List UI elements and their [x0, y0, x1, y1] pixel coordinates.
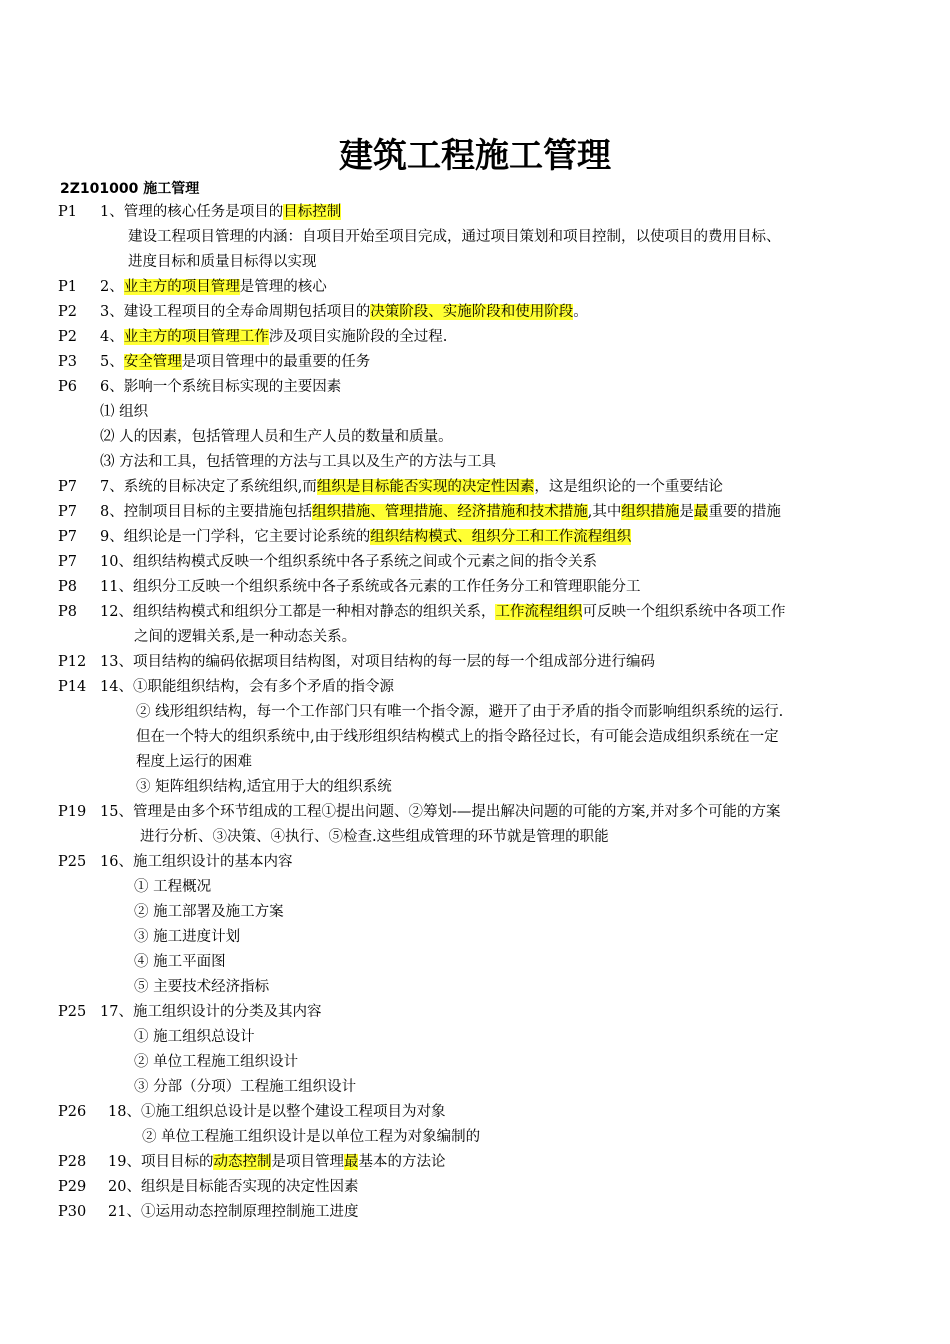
text-line	[134, 877, 211, 897]
text-segment: ③ 矩阵组织结构,适宜用于大的组织系统	[136, 779, 392, 795]
text-line	[100, 477, 723, 497]
text-segment: ③ 施工进度计划	[134, 929, 241, 945]
text-segment: 是管理的核心	[239, 279, 327, 295]
text-segment: 可反映一个组织系统中各项工作	[582, 604, 786, 620]
text-segment: ① 施工组织总设计	[134, 1029, 255, 1045]
page-reference: P8	[58, 604, 77, 620]
highlighted-text: 动态控制	[213, 1154, 272, 1170]
text-line	[108, 1152, 445, 1172]
page-reference: P7	[58, 504, 77, 520]
highlighted-text: 安全管理	[123, 354, 182, 370]
text-segment: ，这是组织论的一个重要结论	[534, 479, 723, 495]
text-line	[100, 402, 148, 422]
text-line	[134, 1027, 255, 1047]
text-segment: 进度目标和质量目标得以实现	[128, 254, 317, 270]
text-line	[100, 452, 496, 472]
text-line	[136, 777, 392, 797]
text-line	[136, 727, 779, 747]
text-line	[128, 227, 781, 247]
highlighted-text: 最	[693, 504, 709, 520]
text-segment: ② 单位工程施工组织设计	[134, 1054, 299, 1070]
highlighted-text: 业主方的项目管理	[123, 279, 240, 295]
text-segment: 13、项目结构的编码依据项目结构图，对项目结构的每一层的每一个组成部分进行编码	[100, 654, 655, 670]
highlighted-text: 组织结构模式、组织分工和工作流程组织	[370, 529, 632, 545]
highlighted-text: 组织是目标能否实现的决定性因素	[316, 479, 535, 495]
text-line	[100, 352, 370, 372]
text-segment: 11、组织分工反映一个组织系统中各子系统或各元素的工作任务分工和管理职能分工	[100, 579, 641, 595]
text-segment: 14、①职能组织结构，会有多个矛盾的指令源	[100, 679, 394, 695]
text-segment: 是项目管理中的最重要的任务	[181, 354, 371, 370]
text-segment: ③ 分部（分项）工程施工组织设计	[134, 1079, 357, 1095]
page-reference: P8	[58, 579, 77, 595]
text-segment: 9、组织论是一门学科，它主要讨论系统的	[100, 529, 371, 545]
highlighted-text: 组织措施	[621, 504, 680, 520]
page-reference: P30	[58, 1204, 87, 1220]
highlighted-text: 目标控制	[283, 204, 342, 220]
page-reference: P3	[58, 354, 77, 370]
page-reference: P28	[58, 1154, 87, 1170]
page-reference: P1	[58, 279, 77, 295]
text-segment: 5、	[100, 354, 124, 370]
text-segment: 程度上运行的困难	[136, 754, 252, 770]
text-segment: 18、①施工组织总设计是以整个建设工程项目为对象	[108, 1104, 446, 1120]
text-segment: 1、管理的核心任务是项目的	[100, 204, 284, 220]
text-line	[100, 677, 394, 697]
document-title: 建筑工程施工管理	[339, 136, 611, 176]
text-segment: ④ 施工平面图	[134, 954, 226, 970]
text-segment: 进行分析、③决策、④执行、⑤检查.这些组成管理的环节就是管理的职能	[140, 829, 609, 845]
text-segment: 10、组织结构模式反映一个组织系统中各子系统之间或个元素之间的指令关系	[100, 554, 597, 570]
text-segment: 是项目管理	[271, 1154, 344, 1170]
text-line	[100, 202, 341, 222]
text-line	[136, 702, 783, 722]
text-line	[100, 527, 631, 547]
text-line	[136, 752, 252, 772]
text-segment: 建设工程项目管理的内涵：自项目开始至项目完成，通过项目策划和项目控制，以使项目的费用目标、	[128, 229, 781, 245]
text-segment: ② 单位工程施工组织设计是以单位工程为对象编制的	[142, 1129, 481, 1145]
text-line	[100, 427, 453, 447]
text-line	[100, 1002, 321, 1022]
text-segment: 20、组织是目标能否实现的决定性因素	[108, 1179, 359, 1195]
text-segment: ⑶ 方法和工具，包括管理的方法与工具以及生产的方法与工具	[100, 454, 497, 470]
text-line	[128, 252, 317, 272]
text-segment: 21、①运用动态控制原理控制施工进度	[108, 1204, 359, 1220]
text-segment: 17、施工组织设计的分类及其内容	[100, 1004, 322, 1020]
highlighted-text: 决策阶段、实施阶段和使用阶段	[370, 304, 574, 320]
page-reference: P7	[58, 554, 77, 570]
text-line	[100, 302, 588, 322]
text-segment: 4、	[100, 329, 124, 345]
text-line	[100, 377, 341, 397]
text-line	[142, 1127, 480, 1147]
page-reference: P7	[58, 529, 77, 545]
text-line	[108, 1177, 358, 1197]
text-segment: 是	[679, 504, 694, 520]
text-line	[100, 602, 785, 622]
page-reference: P1	[58, 204, 77, 220]
page-reference: P25	[58, 1004, 87, 1020]
page-reference: P2	[58, 304, 77, 320]
text-segment: 15、管理是由多个环节组成的工程①提出问题、②筹划-—提出解决问题的可能的方案,并对多个可能的方案	[100, 804, 781, 820]
text-segment: ,其中	[587, 504, 622, 520]
page-reference: P29	[58, 1179, 87, 1195]
text-line	[134, 952, 226, 972]
text-line	[100, 552, 597, 572]
highlighted-text: 最	[343, 1154, 359, 1170]
text-line	[100, 577, 640, 597]
section-heading: 2Z101000 施工管理	[60, 181, 200, 197]
text-line	[140, 827, 609, 847]
text-segment: ① 工程概况	[134, 879, 212, 895]
text-line	[134, 1077, 356, 1097]
text-segment: 6、影响一个系统目标实现的主要因素	[100, 379, 342, 395]
text-segment: 涉及项目实施阶段的全过程.	[268, 329, 448, 345]
page-reference: P19	[58, 804, 87, 820]
text-segment: ② 线形组织结构，每一个工作部门只有唯一个指令源，避开了由于矛盾的指令而影响组织系统的运行.	[136, 704, 784, 720]
text-segment: ⑤ 主要技术经济指标	[134, 979, 270, 995]
text-segment: 之间的逻辑关系,是一种动态关系。	[134, 629, 357, 645]
page-reference: P25	[58, 854, 87, 870]
text-line	[100, 277, 327, 297]
page-reference: P2	[58, 329, 77, 345]
text-line	[134, 927, 240, 947]
text-line	[134, 627, 356, 647]
text-segment: 但在一个特大的组织系统中,由于线形组织结构模式上的指令路径过长，有可能会造成组织系统在一定	[136, 729, 779, 745]
text-segment: 8、控制项目目标的主要措施包括	[100, 504, 313, 520]
text-segment: 基本的方法论	[358, 1154, 446, 1170]
text-line	[100, 502, 781, 522]
highlighted-text: 工作流程组织	[495, 604, 583, 620]
text-segment: 3、建设工程项目的全寿命周期包括项目的	[100, 304, 371, 320]
text-segment: 12、组织结构模式和组织分工都是一种相对静态的组织关系，	[100, 604, 496, 620]
text-line	[108, 1102, 445, 1122]
text-segment: 重要的措施	[708, 504, 781, 520]
text-segment: ⑴ 组织	[100, 404, 149, 420]
text-segment: 。	[573, 304, 588, 320]
text-segment: ② 施工部署及施工方案	[134, 904, 284, 920]
text-segment: 19、项目目标的	[108, 1154, 214, 1170]
text-line	[134, 977, 269, 997]
text-segment: ⑵ 人的因素，包括管理人员和生产人员的数量和质量。	[100, 429, 453, 445]
text-line	[134, 1052, 298, 1072]
text-line	[134, 902, 284, 922]
page-reference: P14	[58, 679, 87, 695]
page-reference: P6	[58, 379, 77, 395]
text-segment: 2、	[100, 279, 124, 295]
text-line	[100, 852, 292, 872]
text-segment: 16、施工组织设计的基本内容	[100, 854, 293, 870]
page-reference: P12	[58, 654, 87, 670]
text-line	[100, 802, 780, 822]
highlighted-text: 业主方的项目管理工作	[123, 329, 269, 345]
text-segment: 7、系统的目标决定了系统组织,而	[100, 479, 317, 495]
highlighted-text: 组织措施、管理措施、经济措施和技术措施	[312, 504, 588, 520]
text-line	[100, 327, 447, 347]
text-line	[108, 1202, 358, 1222]
page-reference: P26	[58, 1104, 87, 1120]
text-line	[100, 652, 655, 672]
page-reference: P7	[58, 479, 77, 495]
